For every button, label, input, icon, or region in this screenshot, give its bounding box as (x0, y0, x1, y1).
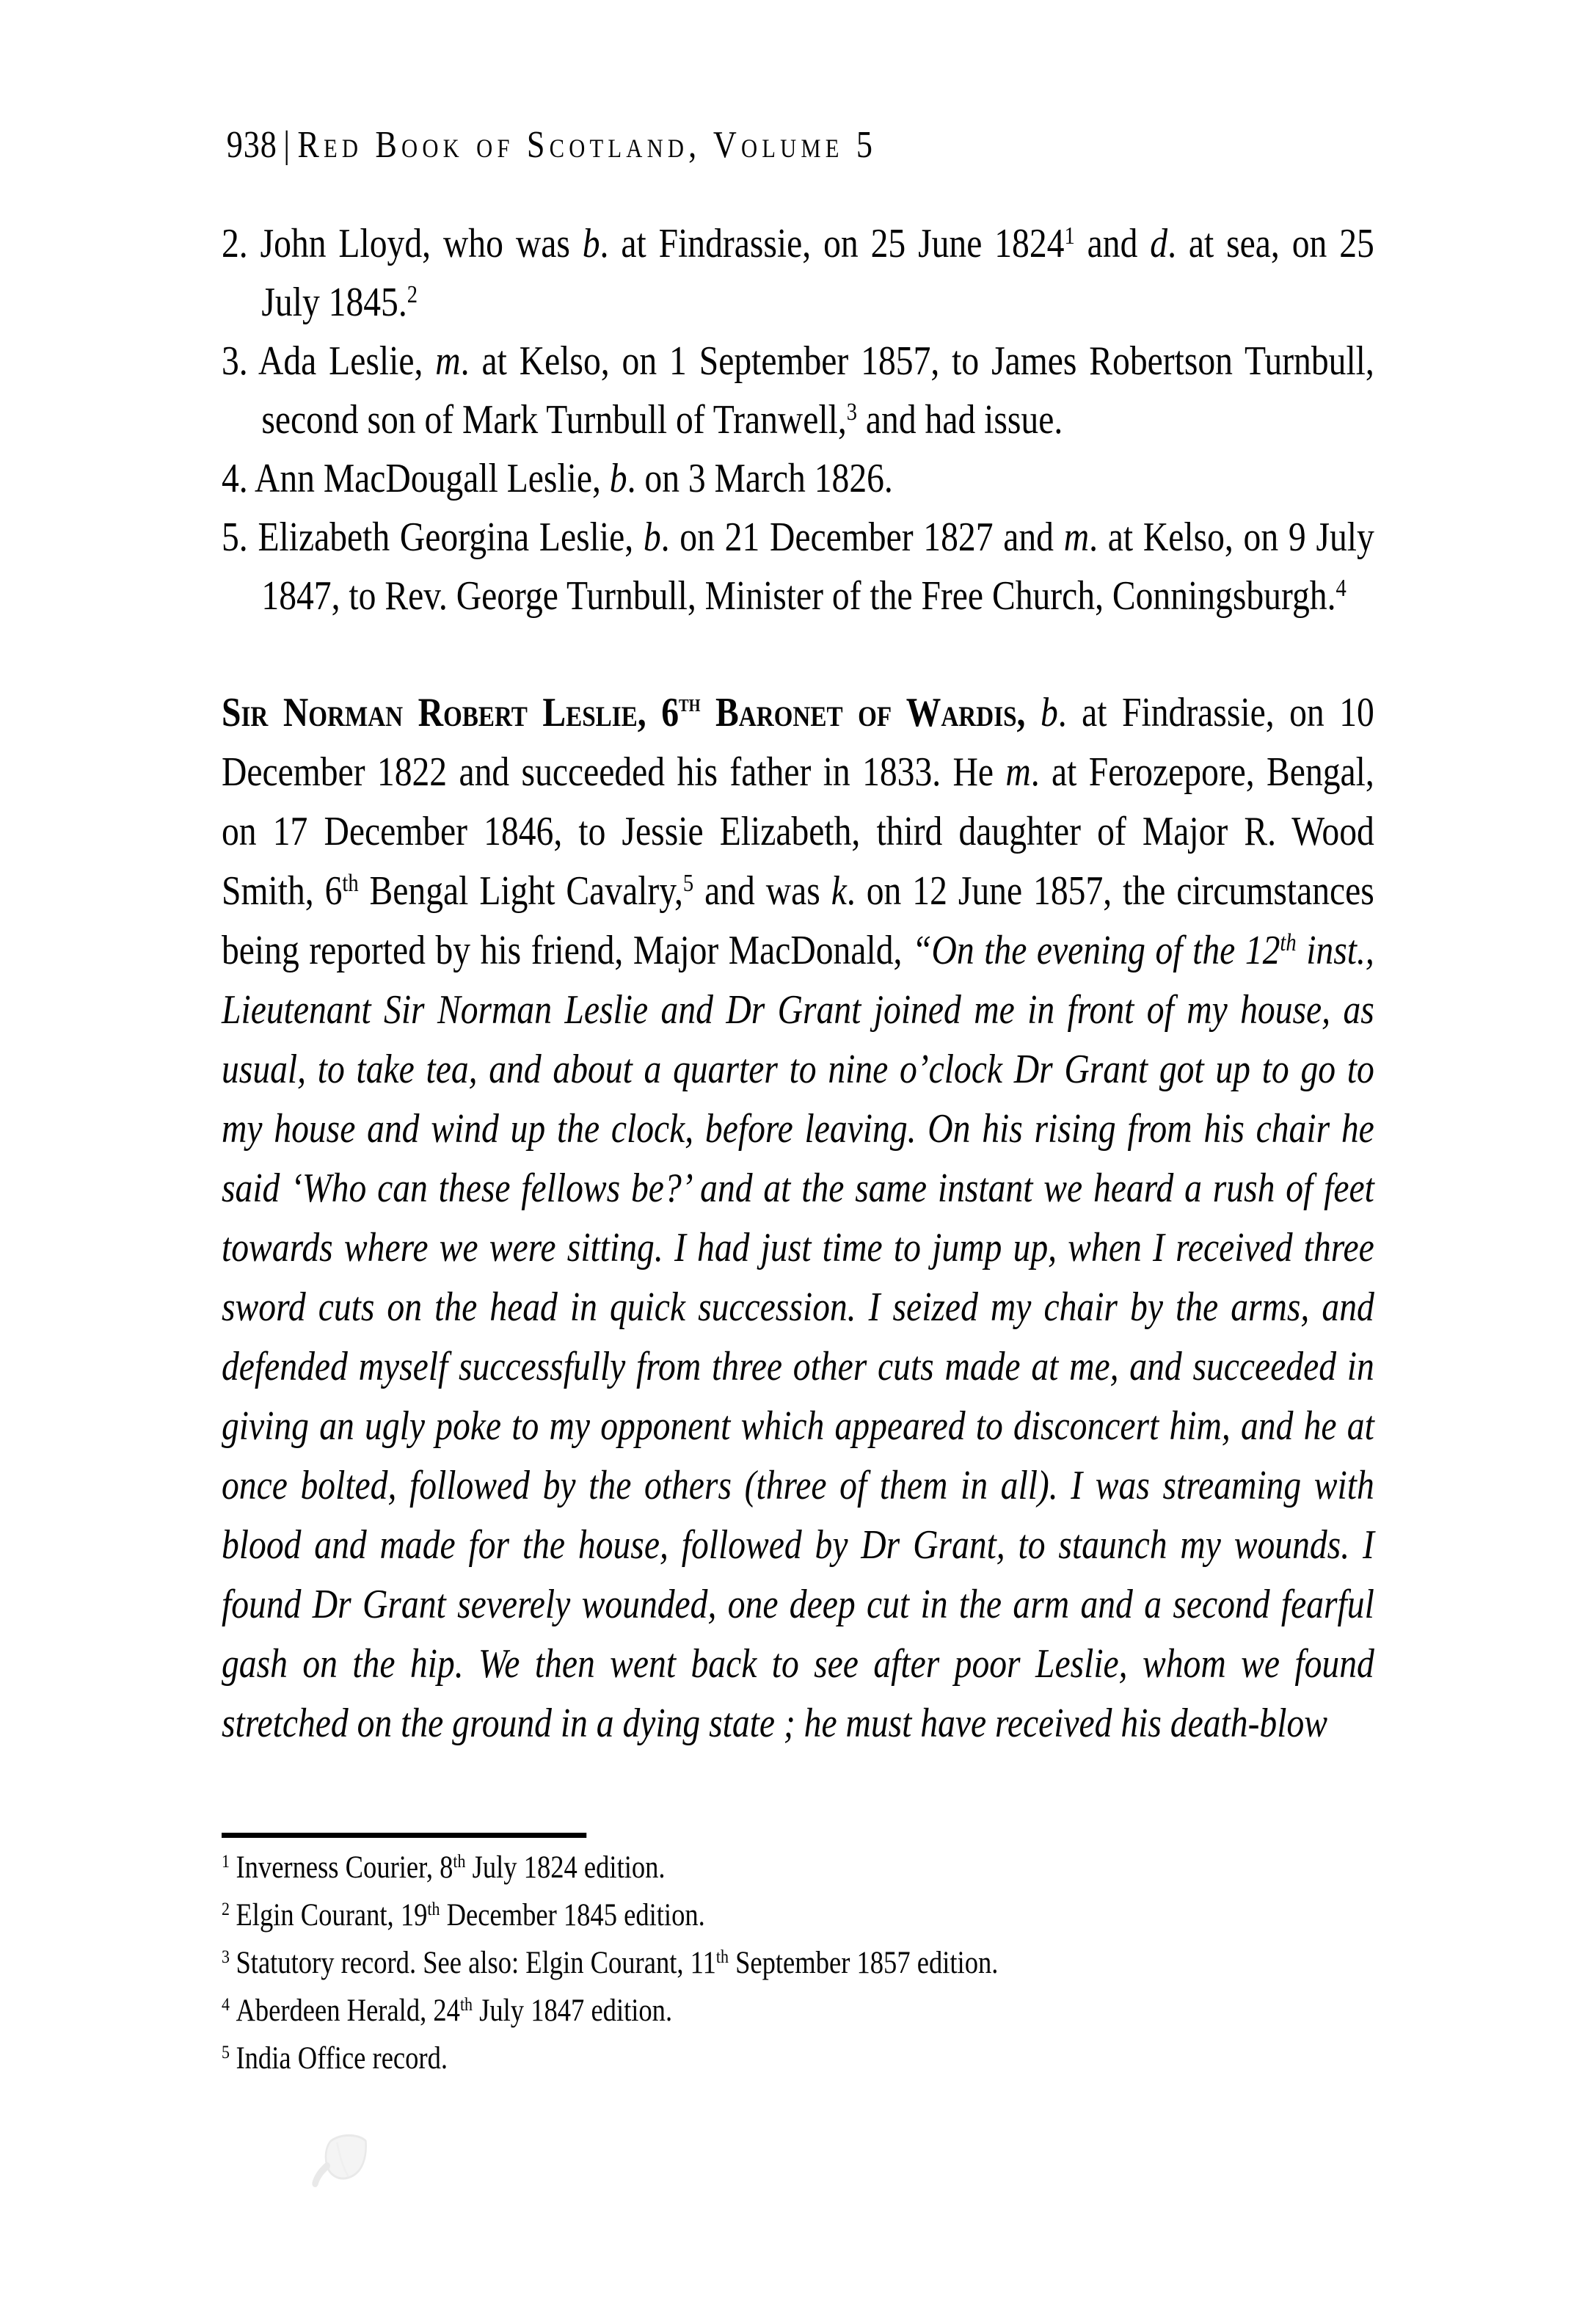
text-segment: and was (693, 868, 831, 914)
footnote (222, 1844, 1374, 1891)
text-segment: and (1074, 221, 1151, 266)
text-segment: Ada Leslie, (258, 338, 436, 384)
text-segment: 1 (1064, 222, 1075, 250)
list-item-number: 3. (222, 338, 258, 384)
text-segment: . at Findrassie, on 10 December 1822 and succeeded his father in 1833. He (222, 690, 1374, 795)
text-segment: Elizabeth Georgina Leslie, (258, 515, 644, 560)
text-segment: John Lloyd, who was (260, 221, 583, 266)
text-segment: th (427, 1897, 440, 1919)
text-segment: 3 (846, 398, 858, 426)
footnotes (222, 1844, 1374, 2082)
text-segment: . at sea, on 25 July 1845. (261, 221, 1374, 325)
text-segment: . on 21 December 1827 and (660, 515, 1064, 560)
text-segment: Bengal Light Cavalry, (358, 868, 683, 914)
footnote-number: 2 (222, 1897, 230, 1919)
text-segment: Aberdeen Herald, 24 (236, 1993, 460, 2028)
text-segment (1025, 690, 1041, 735)
text-segment: Ann MacDougall Leslie, (254, 456, 610, 501)
text-segment: . at Kelso, on 9 July 1847, to Rev. George Turnbull, Minister of the Free Church, Conningsburgh. (261, 515, 1374, 619)
text-segment: “On the evening of the 12 (911, 928, 1280, 973)
text-segment: b (582, 221, 600, 266)
text-segment: th (1280, 928, 1297, 956)
list-item (222, 508, 1374, 625)
list-item-number: 5. (222, 515, 258, 560)
text-segment: September 1857 edition. (728, 1946, 999, 1980)
text-segment: b (643, 515, 661, 560)
list-item (222, 449, 1374, 508)
text-segment: m (435, 338, 461, 384)
book-title: Red Book of Scotland, Volume 5 (297, 124, 878, 166)
text-segment: and had issue. (857, 397, 1063, 443)
footnote (222, 2035, 1374, 2082)
footnote-separator (222, 1833, 586, 1838)
text-segment: k (831, 868, 847, 914)
text-segment: m (1005, 749, 1031, 795)
list-item-number: 2. (222, 221, 260, 266)
text-segment: d (1150, 221, 1168, 266)
text-segment: b (1040, 690, 1058, 735)
header-divider: | (283, 124, 291, 166)
text-segment: . at Ferozepore, Bengal, on 17 December 1846, to Jessie Elizabeth, third daughter of Major R. Wood Smith, 6 (222, 749, 1374, 914)
footnote (222, 1939, 1374, 1987)
text-segment: Elgin Courant, 19 (236, 1898, 428, 1933)
text-segment: July 1824 edition. (465, 1850, 666, 1885)
footnote-number: 5 (222, 2040, 230, 2062)
footnote (222, 1987, 1374, 2035)
text-segment: inst., Lieutenant Sir Norman Leslie and Dr Grant joined me in front of my house, as usual, to take tea, and about a quarter to nine o’clock Dr Grant got up to go to my house and wind up the clock, before leaving. On his rising from his chair he said ‘Who can these fellows be?’ and at the same instant we heard a rush of feet towards where we were sitting. I had just time to jump up, when I received three sword cuts on the head in quick succession. I seized my chair by the arms, and defended myself successfully from three other cuts made at me, and succeeded in giving an ugly poke to my opponent which appeared to disconcert him, and he at once bolted, followed by the others (three of them in all). I was streaming with blood and made for the house, followed by Dr Grant, to staunch my wounds. I found Dr Grant severely wounded, one deep cut in the arm and a second fearful gash on the hip. We then went back to see after poor Leslie, whom we found stretched on the ground in a dying state ; he must have received his death-blow (222, 928, 1374, 1746)
text-segment: 4 (1336, 574, 1347, 602)
list-item-number: 4. (222, 456, 255, 501)
text-segment: th (715, 1945, 729, 1967)
text-segment: India Office record. (236, 2041, 448, 2076)
page-number: 938 (226, 124, 277, 166)
text-segment: m (1063, 515, 1090, 560)
text-segment: th (342, 869, 359, 897)
text-segment: Sir Norman Robert Leslie, 6 (222, 690, 679, 735)
text-segment: . on 12 June 1857, the circumstances being reported by his friend, Major MacDonald, (222, 868, 1374, 973)
text-segment: Statutory record. See also: Elgin Courant, 11 (236, 1946, 716, 1980)
text-segment: b (609, 456, 627, 501)
list-item (222, 332, 1374, 449)
page-content (222, 0, 1374, 2312)
text-segment: 5 (682, 869, 694, 897)
biography-paragraph (222, 683, 1374, 1753)
issue-list (222, 214, 1374, 625)
text-segment: th (453, 1850, 466, 1872)
text-segment: Baronet of Wardis, (700, 690, 1026, 735)
text-segment: . at Findrassie, on 25 June 1824 (600, 221, 1065, 266)
footnote-number: 1 (222, 1850, 230, 1872)
text-segment: th (459, 1993, 473, 2015)
list-item (222, 214, 1374, 332)
footnote-number: 4 (222, 1993, 230, 2015)
text-segment: . on 3 March 1826. (627, 456, 893, 501)
text-segment: December 1845 edition. (440, 1898, 705, 1933)
text-segment: th (679, 689, 701, 717)
footnote-number: 3 (222, 1945, 230, 1967)
text-segment: Inverness Courier, 8 (236, 1850, 453, 1885)
footnote (222, 1891, 1374, 1939)
text-segment: . at Kelso, on 1 September 1857, to James Robertson Turnbull, second son of Mark Turnbull of Tranwell, (261, 338, 1374, 443)
text-segment: July 1847 edition. (473, 1993, 673, 2028)
leaf-watermark-icon (312, 2131, 371, 2193)
text-segment: 2 (407, 280, 418, 308)
page-header (227, 123, 877, 167)
